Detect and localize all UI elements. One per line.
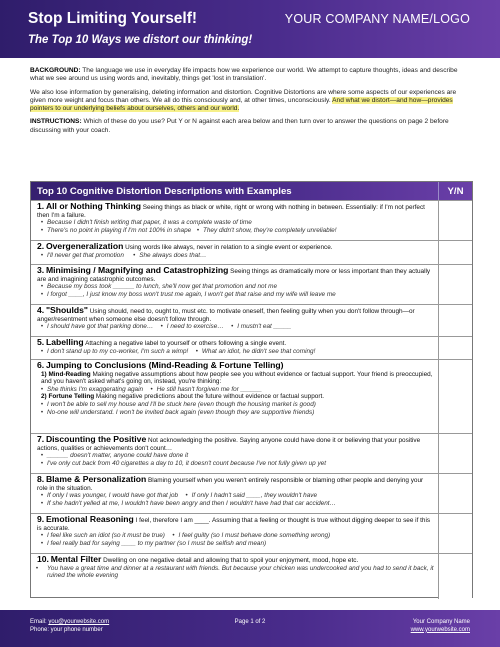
sub-description: Making negative assumptions about how people see you without evidence or factual support. Your friend is preoccupied, and you haven't asked what's going on, instead, you're thinking: xyxy=(41,370,433,386)
yn-answer-cell[interactable] xyxy=(438,434,472,473)
sub-label: 1) Mind-Reading xyxy=(41,370,91,378)
fortune-telling-section xyxy=(37,393,434,401)
example-line: • No-one will understand. I won't be invited back again (even though they are supportive friends) xyxy=(40,408,315,416)
row-name: Emotional Reasoning xyxy=(45,514,134,524)
row-number: 8. xyxy=(37,474,45,484)
example: If she hadn't yelled at me, I wouldn't have been angry and then I wouldn't have had that car accident… xyxy=(47,499,336,507)
row-description: Seeing things as black or white, right or wrong with nothing in between. Essentially: if I'm not perfect then I'm a failure. xyxy=(37,204,425,219)
background-paragraph xyxy=(30,67,472,84)
example-line: • If only I was younger, I would have got that job • If only I hadn't said ____, they wouldn't have xyxy=(40,492,318,500)
example-line: • I should have got that parking done… • I need to exercise… • I mustn't eat _____ xyxy=(40,323,292,331)
yn-answer-cell[interactable] xyxy=(438,201,472,240)
page-number: Page 1 of 2 xyxy=(234,619,266,625)
yn-answer-cell[interactable] xyxy=(438,360,472,433)
example-line: • I've only cut back from 40 cigarettes a day to 10, it doesn't count because I've not fully given up yet xyxy=(40,459,326,467)
mind-reading-section xyxy=(37,371,434,386)
row-number: 4. xyxy=(37,305,45,315)
yn-answer-cell[interactable] xyxy=(438,554,472,599)
example: If only I hadn't said ____, they wouldn't have xyxy=(191,492,318,500)
distortion-paragraph xyxy=(30,89,472,114)
email-link[interactable]: you@yourwebsite.com xyxy=(48,619,110,625)
phone-text: Phone: your phone number xyxy=(30,626,103,633)
yn-answer-cell[interactable] xyxy=(438,305,472,336)
instructions-label: INSTRUCTIONS: xyxy=(30,118,82,126)
example: You have a great time and dinner at a restaurant with friends. But because your chicken was undercooked and you had to send it back, it ruined the whole evening xyxy=(47,564,434,580)
website-link[interactable]: www.yourwebsite.com xyxy=(410,626,470,633)
row-name: Discounting the Positive xyxy=(45,434,147,444)
example-line: • I feel really bad for saying ____ to my partner (so I must be selfish and mean) xyxy=(40,539,267,547)
row-number: 5. xyxy=(37,337,45,347)
example-line: • ______ doesn't matter, anyone could have done it xyxy=(40,452,189,460)
row-number: 10. xyxy=(37,554,49,564)
example: I don't stand up to my co-worker, I'm such a wimp! xyxy=(47,347,189,355)
background-text: The language we use in everyday life impacts how we experience our world. We attempt to capture thoughts, ideas and describe what we see around us using words and, inevitably, things get 'lost in translation'. xyxy=(30,67,458,83)
example-line: • Because my boss took ______ to lunch, she'll now get that promotion and not me xyxy=(40,283,278,291)
row-content xyxy=(31,241,438,264)
row-description: Seeing things as dramatically more or less important than they actually are and imagining catastrophic outcomes. xyxy=(37,268,431,283)
row-number: 1. xyxy=(37,201,45,211)
example: ______ doesn't matter, anyone could have done it xyxy=(47,452,189,460)
example: I've only cut back from 40 cigarettes a day to 10, it doesn't count because I've not fully given up yet xyxy=(47,459,326,467)
example: I mustn't eat _____ xyxy=(237,323,292,331)
example-line: • If she hadn't yelled at me, I wouldn't have been angry and then I wouldn't have had that car accident… xyxy=(40,499,336,507)
row-description: Dwelling on one negative detail and allowing that to spoil your enjoyment, mood, hope etc. xyxy=(103,557,359,564)
row-content xyxy=(31,474,438,513)
highlighted-text: And what we distort—and how—provides pointers to our underlying beliefs about ourselves, others and our world. xyxy=(30,96,453,113)
example: They didn't show, they're completely unreliable! xyxy=(202,226,337,234)
example-line: • I forgot ____, I just know my boss won't trust me again, I won't get that raise and my wife will leave me xyxy=(40,290,336,298)
row-content xyxy=(31,434,438,473)
row-content xyxy=(31,514,438,553)
row-name: Mental Filter xyxy=(50,554,102,564)
row-name: All or Nothing Thinking xyxy=(45,201,141,211)
row-number: 2. xyxy=(37,241,45,251)
row-content xyxy=(31,305,438,336)
example: I should have got that parking done… xyxy=(47,323,154,331)
row-content xyxy=(31,201,438,240)
distortions-table xyxy=(30,181,473,598)
example: I feel really bad for saying ____ to my partner (so I must be selfish and mean) xyxy=(47,539,267,547)
example-line: • Because I didn't finish writing that paper, it was a complete waste of time xyxy=(40,219,252,227)
row-name: Minimising / Magnifying and Catastrophizing xyxy=(45,265,229,275)
example: There's no point in playing if I'm not 100% in shape xyxy=(47,226,192,234)
table-header-yn: Y/N xyxy=(438,182,472,200)
example: Because my boss took ______ to lunch, she'll now get that promotion and not me xyxy=(47,283,278,291)
table-row xyxy=(31,336,472,359)
page-subtitle: The Top 10 Ways we distort our thinking! xyxy=(28,34,253,46)
row-name: Overgeneralization xyxy=(45,241,124,251)
example: If only I was younger, I would have got that job xyxy=(47,492,179,500)
email-label: Email: xyxy=(30,619,47,625)
example: I forgot ____, I just know my boss won't trust me again, I won't get that raise and my wife will leave me xyxy=(47,290,336,298)
example: She always does that… xyxy=(139,251,207,259)
example: I feel guilty (so I must behave done something wrong) xyxy=(178,532,331,540)
example: He still hasn't forgiven me for ______ xyxy=(156,385,262,393)
example: No-one will understand. I won't be invited back again (even though they are supportive friends) xyxy=(47,408,315,416)
example: I need to exercise… xyxy=(166,323,224,331)
table-row xyxy=(31,304,472,336)
example-line: • You have a great time and dinner at a restaurant with friends. But because your chicken was undercooked and you had to send it back, it ruined the whole evening xyxy=(35,564,434,580)
example-line: • I feel like such an idiot (so it must be true) • I feel guilty (so I must behave done something wrong) xyxy=(40,532,331,540)
sub-label: 2) Fortune Telling xyxy=(41,393,95,401)
row-name: Jumping to Conclusions (Mind-Reading & Fortune Telling) xyxy=(45,360,284,370)
example-line: • There's no point in playing if I'm not 100% in shape • They didn't show, they're completely unreliable! xyxy=(40,226,337,234)
yn-answer-cell[interactable] xyxy=(438,337,472,359)
instructions-text: Which of these do you use? Put Y or N against each area below and then turn over to answer the questions on page 2 before discussing with your coach. xyxy=(30,118,449,134)
example: She thinks I'm exaggerating again xyxy=(47,385,144,393)
example-line: • She thinks I'm exaggerating again • He still hasn't forgiven me for ______ xyxy=(40,385,262,393)
yn-answer-cell[interactable] xyxy=(438,265,472,304)
company-name: Your Company Name xyxy=(412,619,470,625)
footer-company xyxy=(411,619,470,634)
background-label: BACKGROUND: xyxy=(30,67,81,74)
row-number: 3. xyxy=(37,265,45,275)
table-row xyxy=(31,473,472,513)
table-row xyxy=(31,433,472,473)
sub-description: Making negative predictions about the future without evidence or factual support. xyxy=(95,393,324,401)
example: Because I didn't finish writing that paper, it was a complete waste of time xyxy=(47,219,252,227)
row-description: Using should, need to, ought to, must etc. to motivate oneself, then feeling guilty when you don't follow through—or anger/resentment when someone else doesn't follow through. xyxy=(37,308,415,323)
yn-answer-cell[interactable] xyxy=(438,241,472,264)
company-logo: YOUR COMPANY NAME/LOGO xyxy=(284,12,470,26)
page-footer xyxy=(0,610,500,647)
table-row xyxy=(31,240,472,264)
table-row xyxy=(31,513,472,553)
table-row xyxy=(31,553,472,599)
example: What an idiot, he didn't see that coming! xyxy=(201,347,316,355)
row-description: Attaching a negative label to yourself or others following a single event. xyxy=(85,340,287,347)
row-description: Not acknowledging the positive. Saying anyone could have done it or believing that your positive actions, qualities or achievements don't count… xyxy=(37,437,421,452)
intro-section xyxy=(30,67,472,140)
example: I'll never get that promotion xyxy=(47,251,124,259)
row-number: 6. xyxy=(37,360,45,370)
table-row xyxy=(31,200,472,240)
yn-answer-cell[interactable] xyxy=(438,474,472,513)
example: I feel like such an idiot (so it must be true) xyxy=(47,532,165,540)
instructions-paragraph xyxy=(30,118,472,135)
example-line: • I'll never get that promotion • She always does that… xyxy=(40,251,207,259)
row-name: Labelling xyxy=(45,337,84,347)
row-name: Blame & Personalization xyxy=(45,474,147,484)
table-header-title: Top 10 Cognitive Distortion Descriptions with Examples xyxy=(37,186,292,197)
row-number: 7. xyxy=(37,434,45,444)
row-description: I feel, therefore I am ____. Assuming that a feeling or thought is true without digging deeper to see if this is accurate. xyxy=(37,517,431,532)
row-description: Using words like always, never in relation to a single event or experience. xyxy=(125,244,333,251)
page-title: Stop Limiting Yourself! xyxy=(28,10,198,27)
row-content xyxy=(31,265,438,304)
table-row xyxy=(31,359,472,433)
page-header xyxy=(0,0,500,58)
yn-answer-cell[interactable] xyxy=(438,514,472,553)
example-line: • I don't stand up to my co-worker, I'm such a wimp! • What an idiot, he didn't see that coming! xyxy=(40,347,316,355)
distortion-text: We also lose information by generalising, deleting information and distortion. Cognitive Distortions are where some aspects of our experiences are given more weight and focus than others. We all do this consciously and, at other times, unconsciously. xyxy=(30,88,457,104)
example-line: • I won't be able to sell my house and I'll be stuck here (even though the housing market is good) xyxy=(40,400,316,408)
row-description: Blaming yourself when you weren't entirely responsible or blaming other people and denying your role in the situation. xyxy=(37,477,424,492)
table-header xyxy=(31,182,472,200)
row-name: "Shoulds" xyxy=(45,305,88,315)
example: I won't be able to sell my house and I'll be stuck here (even though the housing market is good) xyxy=(47,400,316,408)
row-content xyxy=(31,554,438,599)
row-number: 9. xyxy=(37,514,45,524)
row-content xyxy=(31,337,438,359)
row-content xyxy=(31,360,438,433)
table-row xyxy=(31,264,472,304)
